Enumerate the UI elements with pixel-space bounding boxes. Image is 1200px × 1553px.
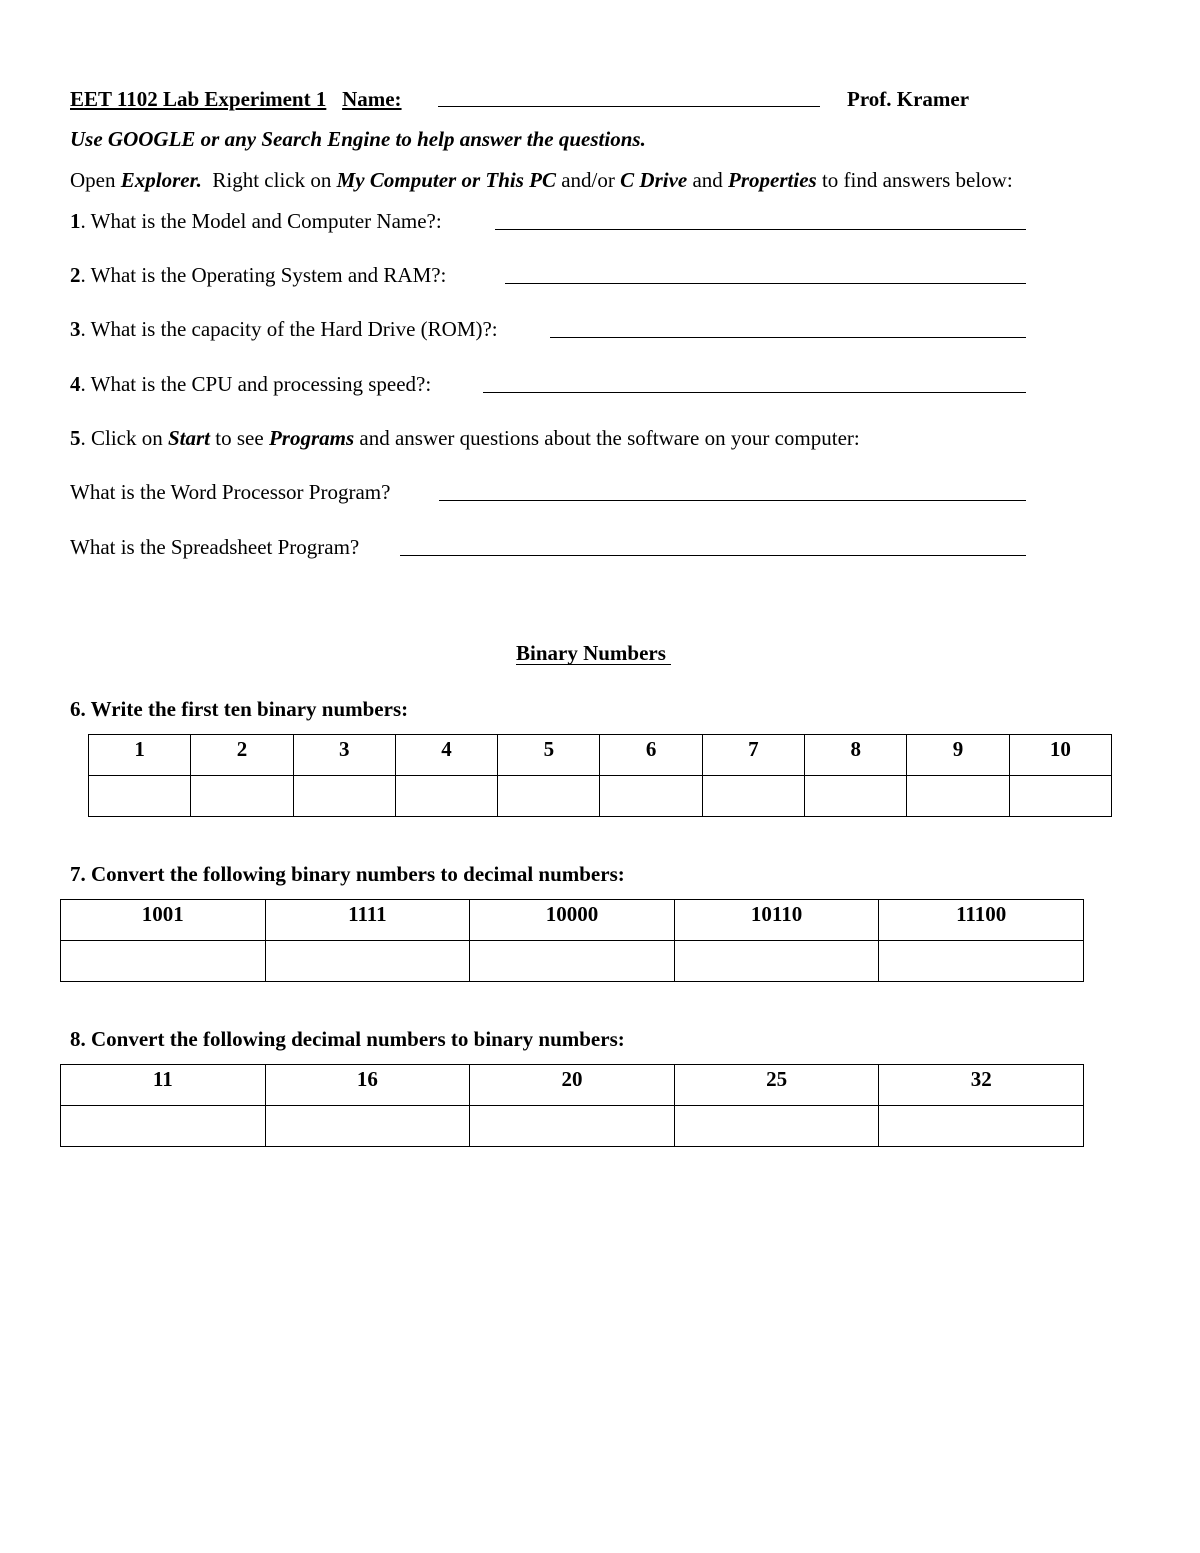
decimal-to-binary-answer-cell[interactable] (879, 1106, 1084, 1147)
decimal-to-binary-header-cell: 20 (470, 1065, 675, 1106)
binary-count-table (88, 734, 1112, 817)
binary-to-decimal-answer-cell[interactable] (265, 941, 470, 982)
question-3: 3. What is the capacity of the Hard Drive (ROM)?: (70, 317, 498, 341)
binary-count-header-cell: 5 (498, 735, 600, 776)
question-7: 7. Convert the following binary numbers to decimal numbers: (70, 862, 625, 886)
binary-to-decimal-answer-cell[interactable] (470, 941, 675, 982)
binary-section-title: Binary Numbers (516, 641, 672, 665)
question-1: 1. What is the Model and Computer Name?: (70, 209, 447, 233)
binary-count-answer-cell[interactable] (395, 776, 497, 817)
decimal-to-binary-answer-cell[interactable] (265, 1106, 470, 1147)
my-computer-term: My Computer or This PC (336, 168, 556, 192)
binary-count-answer-cell[interactable] (702, 776, 804, 817)
binary-to-decimal-answer-cell[interactable] (61, 941, 266, 982)
binary-count-answer-cell[interactable] (907, 776, 1009, 817)
answer-line-2[interactable] (505, 283, 1026, 284)
binary-to-decimal-answer-cell[interactable] (674, 941, 879, 982)
worksheet-header (70, 87, 402, 112)
start-term: Start (168, 426, 211, 450)
binary-to-decimal-header-cell: 10110 (674, 900, 879, 941)
question-2: 2. What is the Operating System and RAM?: (70, 263, 452, 287)
binary-to-decimal-header-cell: 11100 (879, 900, 1084, 941)
word-processor-question: What is the Word Processor Program? (70, 480, 391, 504)
binary-count-header-cell: 2 (191, 735, 293, 776)
explorer-instruction: Open Explorer. Right click on My Computer or This PC and/or C Drive and Properties to find answers below: (70, 168, 1013, 192)
question-6: 6. Write the first ten binary numbers: (70, 697, 409, 721)
decimal-to-binary-header-cell: 25 (674, 1065, 879, 1106)
binary-to-decimal-answer-cell[interactable] (879, 941, 1084, 982)
binary-to-decimal-header-cell: 1001 (61, 900, 266, 941)
binary-count-answer-cell[interactable] (805, 776, 907, 817)
binary-count-answer-cell[interactable] (191, 776, 293, 817)
binary-count-header-cell: 4 (395, 735, 497, 776)
decimal-to-binary-answer-cell[interactable] (470, 1106, 675, 1147)
decimal-to-binary-header-cell: 32 (879, 1065, 1084, 1106)
programs-term: Programs (268, 426, 355, 450)
question-4: 4. What is the CPU and processing speed?: (70, 372, 437, 396)
word-processor-answer-line[interactable] (439, 500, 1026, 501)
binary-to-decimal-header-cell: 10000 (470, 900, 675, 941)
binary-count-answer-cell[interactable] (498, 776, 600, 817)
binary-count-answer-cell[interactable] (89, 776, 191, 817)
question-8: 8. Convert the following decimal numbers to binary numbers: (70, 1027, 625, 1051)
binary-count-header-cell: 9 (907, 735, 1009, 776)
question-5: 5. Click on Start to see Programs and answer questions about the software on your computer: (70, 426, 860, 450)
binary-count-header-cell: 3 (293, 735, 395, 776)
binary-count-header-cell: 7 (702, 735, 804, 776)
answer-line-4[interactable] (483, 392, 1026, 393)
c-drive-term: C Drive (620, 168, 688, 192)
search-note: Use GOOGLE or any Search Engine to help answer the questions. (70, 127, 646, 151)
binary-count-answer-cell[interactable] (293, 776, 395, 817)
binary-to-decimal-header-cell: 1111 (265, 900, 470, 941)
properties-term: Properties (728, 168, 817, 192)
binary-count-answer-cell[interactable] (600, 776, 702, 817)
name-field[interactable] (438, 106, 820, 107)
spreadsheet-question: What is the Spreadsheet Program? (70, 535, 360, 559)
name-label: Name: (342, 87, 402, 111)
decimal-to-binary-answer-cell[interactable] (61, 1106, 266, 1147)
decimal-to-binary-header-cell: 16 (265, 1065, 470, 1106)
binary-count-header-cell: 1 (89, 735, 191, 776)
decimal-to-binary-header-cell: 11 (61, 1065, 266, 1106)
answer-line-3[interactable] (550, 337, 1026, 338)
explorer-term: Explorer. (120, 168, 202, 192)
spreadsheet-answer-line[interactable] (400, 555, 1026, 556)
binary-count-header-cell: 10 (1009, 735, 1111, 776)
decimal-to-binary-answer-cell[interactable] (674, 1106, 879, 1147)
course-title: EET 1102 Lab Experiment 1 (70, 87, 327, 111)
binary-to-decimal-table (60, 899, 1084, 982)
binary-count-answer-cell[interactable] (1009, 776, 1111, 817)
binary-count-header-cell: 8 (805, 735, 907, 776)
professor-name: Prof. Kramer (847, 87, 970, 111)
decimal-to-binary-table (60, 1064, 1084, 1147)
binary-count-header-cell: 6 (600, 735, 702, 776)
answer-line-1[interactable] (495, 229, 1026, 230)
